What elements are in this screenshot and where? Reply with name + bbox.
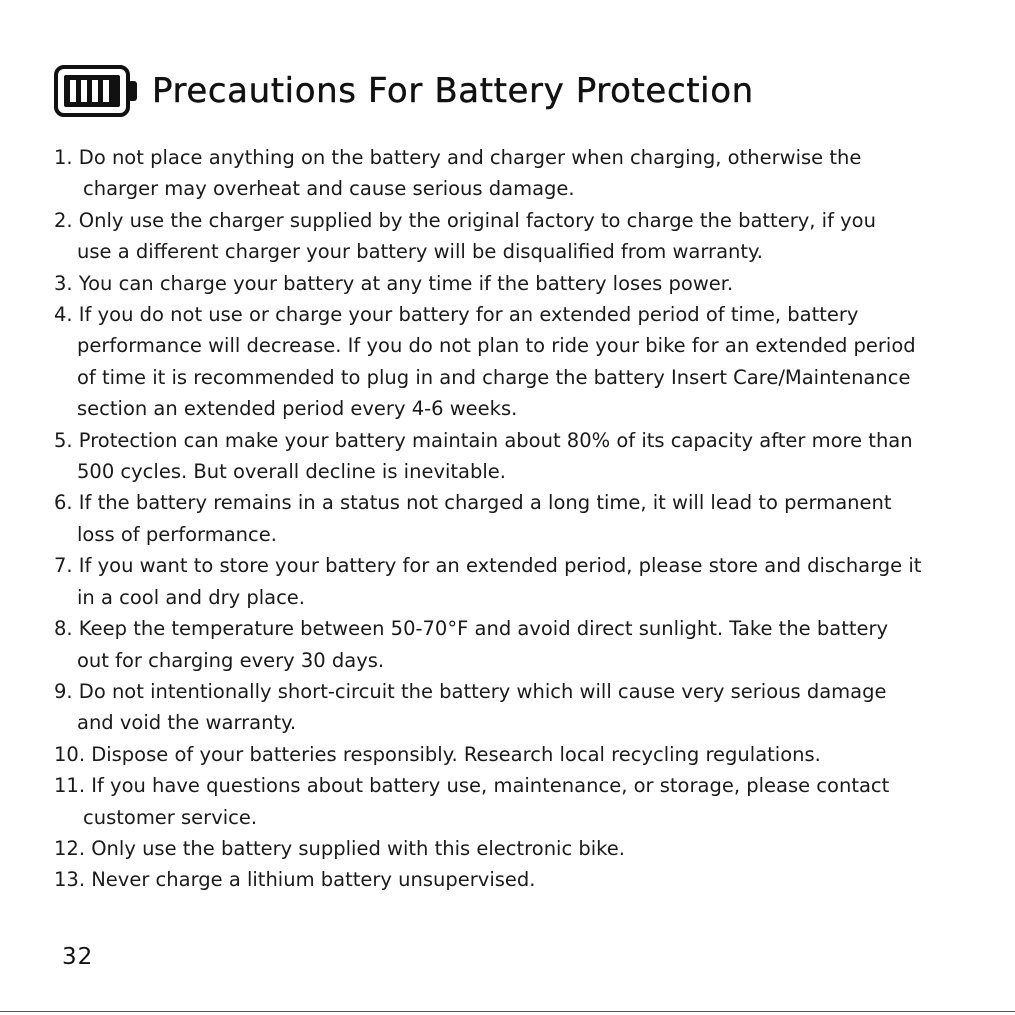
precaution-item — [54, 425, 984, 488]
precaution-item — [54, 268, 984, 299]
precaution-line: 8. Keep the temperature between 50-70°F and avoid direct sunlight. Take the battery — [54, 617, 889, 641]
precaution-item — [54, 299, 984, 425]
precaution-line: customer service. — [83, 805, 258, 829]
precaution-line: 12. Only use the battery supplied with this electronic bike. — [54, 836, 625, 860]
precaution-line: 5. Protection can make your battery maintain about 80% of its capacity after more than — [54, 428, 913, 452]
precaution-line: 7. If you want to store your battery for an extended period, please store and discharge it — [54, 554, 922, 578]
precaution-item — [54, 676, 984, 739]
page-header — [54, 64, 754, 118]
page-number: 32 — [62, 944, 94, 970]
precaution-line: 4. If you do not use or charge your battery for an extended period of time, battery — [54, 303, 859, 327]
precaution-line: 6. If the battery remains in a status not charged a long time, it will lead to permanent — [54, 491, 892, 515]
precaution-line: performance will decrease. If you do not plan to ride your bike for an extended period — [77, 334, 916, 358]
precaution-line: use a different charger your battery will be disqualified from warranty. — [77, 240, 763, 264]
precaution-line: 2. Only use the charger supplied by the original factory to charge the battery, if you — [54, 208, 876, 232]
precaution-item — [54, 142, 984, 205]
precaution-line: in a cool and dry place. — [77, 585, 306, 609]
page-title: Precautions For Battery Protection — [152, 71, 754, 111]
precaution-line: and void the warranty. — [77, 711, 297, 735]
precaution-line: charger may overheat and cause serious damage. — [83, 177, 575, 201]
precaution-item — [54, 864, 984, 895]
battery-icon — [54, 65, 140, 117]
precaution-line: 10. Dispose of your batteries responsibly. Research local recycling regulations. — [54, 742, 821, 766]
precaution-item — [54, 205, 984, 268]
precaution-item — [54, 487, 984, 550]
precautions-list — [54, 142, 984, 896]
precaution-item — [54, 770, 984, 833]
precaution-line: 11. If you have questions about battery use, maintenance, or storage, please contact — [54, 774, 890, 798]
precaution-line: 13. Never charge a lithium battery unsupervised. — [54, 868, 536, 892]
precaution-item — [54, 739, 984, 770]
precaution-item — [54, 613, 984, 676]
precaution-line: loss of performance. — [77, 522, 277, 546]
precaution-line: section an extended period every 4-6 weeks. — [77, 397, 518, 421]
precaution-line: 3. You can charge your battery at any time if the battery loses power. — [54, 271, 734, 295]
precaution-line: 500 cycles. But overall decline is inevitable. — [77, 460, 506, 484]
precaution-line: 9. Do not intentionally short-circuit the battery which will cause very serious damage — [54, 679, 887, 703]
footer-divider — [0, 1011, 1015, 1012]
precaution-line: of time it is recommended to plug in and charge the battery Insert Care/Maintenance — [77, 365, 911, 389]
precaution-item — [54, 833, 984, 864]
precaution-item — [54, 550, 984, 613]
precaution-line: 1. Do not place anything on the battery and charger when charging, otherwise the — [54, 146, 862, 169]
precaution-line: out for charging every 30 days. — [77, 648, 385, 672]
